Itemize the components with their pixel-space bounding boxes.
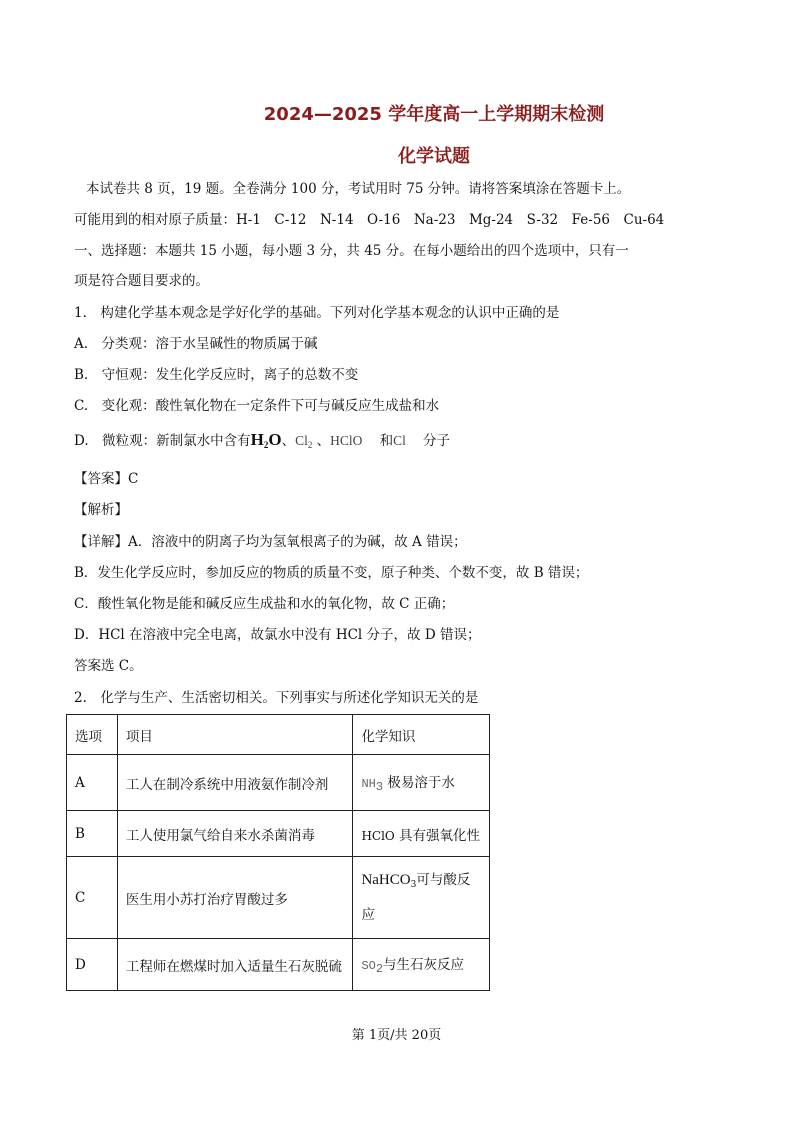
item-cell: 工程师在燃煤时加入适量生石灰脱硫 xyxy=(117,939,353,991)
question-1-option-b: B. 守恒观：发生化学反应时，离子的总数不变 xyxy=(74,367,359,383)
knowledge-cell: NaHCO$_3$可与酸反应 xyxy=(353,857,490,939)
section-heading: 一、选择题：本题共 15 小题，每小题 3 分，共 45 分。在每小题给出的四个选项中，只有一 xyxy=(74,243,629,259)
detail-line-c: C．酸性氧化物是能和碱反应生成盐和水的氧化物，故 C 正确； xyxy=(74,596,455,612)
intro-line: 本试卷共 8 页，19 题。全卷满分 100 分，考试用时 75 分钟。请将答案填涂在答题卡上。 xyxy=(86,181,631,197)
formula-cl2: $Cl_2$ xyxy=(295,433,313,450)
exam-title: 2024—2025 学年度高一上学期期末检测 xyxy=(263,104,605,125)
knowledge-cell: SO2与生石灰反应 xyxy=(353,939,490,991)
table-header-row xyxy=(67,715,490,755)
option-cell: D xyxy=(67,939,118,991)
question-1-option-a: A. 分类观：溶于水呈碱性的物质属于碱 xyxy=(74,336,318,352)
question-1-option-d: D. 微粒观：新制氯水中含有$H_2O$、$Cl_2$ 、HClO 和Cl 分子 xyxy=(74,430,451,450)
table-header: 项目 xyxy=(117,715,353,755)
detail-line-d: D．HCl 在溶液中完全电离，故氯水中没有 HCl 分子，故 D 错误； xyxy=(74,627,481,643)
atomic-mass-line: 可能用到的相对原子质量：H-1 C-12 N-14 O-16 Na-23 Mg-24 S-32 Fe-56 Cu-64 xyxy=(74,212,665,228)
knowledge-cell: NH3 极易溶于水 xyxy=(353,755,490,811)
question-2-table xyxy=(66,714,490,991)
table-row xyxy=(67,857,490,939)
detail-line-a: 【详解】A．溶液中的阴离子均为氢氧根离子的为碱，故 A 错误； xyxy=(74,534,467,550)
page-footer: 第 1页/共 20页 xyxy=(351,1028,442,1043)
formula-cl: Cl xyxy=(393,433,406,448)
item-cell: 工人使用氯气给自来水杀菌消毒 xyxy=(117,811,353,857)
option-cell: B xyxy=(67,811,118,857)
item-cell: 医生用小苏打治疗胃酸过多 xyxy=(117,857,353,939)
formula-h2o: $H_2O$ xyxy=(250,430,282,450)
answer-label: 【答案】C xyxy=(74,471,139,487)
item-cell: 工人在制冷系统中用液氨作制冷剂 xyxy=(117,755,353,811)
option-cell: A xyxy=(67,755,118,811)
question-1-option-c: C. 变化观：酸性氧化物在一定条件下可与碱反应生成盐和水 xyxy=(74,398,440,414)
analysis-label: 【解析】 xyxy=(74,502,128,518)
exam-subtitle: 化学试题 xyxy=(398,146,470,167)
table-row xyxy=(67,755,490,811)
question-1-stem: 1. 构建化学基本观念是学好化学的基础。下列对化学基本观念的认识中正确的是 xyxy=(74,305,560,321)
answer-conclusion: 答案选 C。 xyxy=(74,658,143,674)
detail-line-b: B．发生化学反应时，参加反应的物质的质量不变，原子种类、个数不变，故 B 错误； xyxy=(74,565,589,581)
question-2-stem: 2. 化学与生产、生活密切相关。下列事实与所述化学知识无关的是 xyxy=(74,690,479,706)
knowledge-cell: HClO 具有强氧化性 xyxy=(353,811,490,857)
section-heading-cont: 项是符合题目要求的。 xyxy=(74,273,209,289)
option-cell: C xyxy=(67,857,118,939)
table-header: 化学知识 xyxy=(353,715,490,755)
table-row xyxy=(67,811,490,857)
table-header: 选项 xyxy=(67,715,118,755)
option-d-prefix: D. 微粒观：新制氯水中含有 xyxy=(74,433,251,449)
table-row xyxy=(67,939,490,991)
formula-hclo: HClO xyxy=(330,433,363,448)
